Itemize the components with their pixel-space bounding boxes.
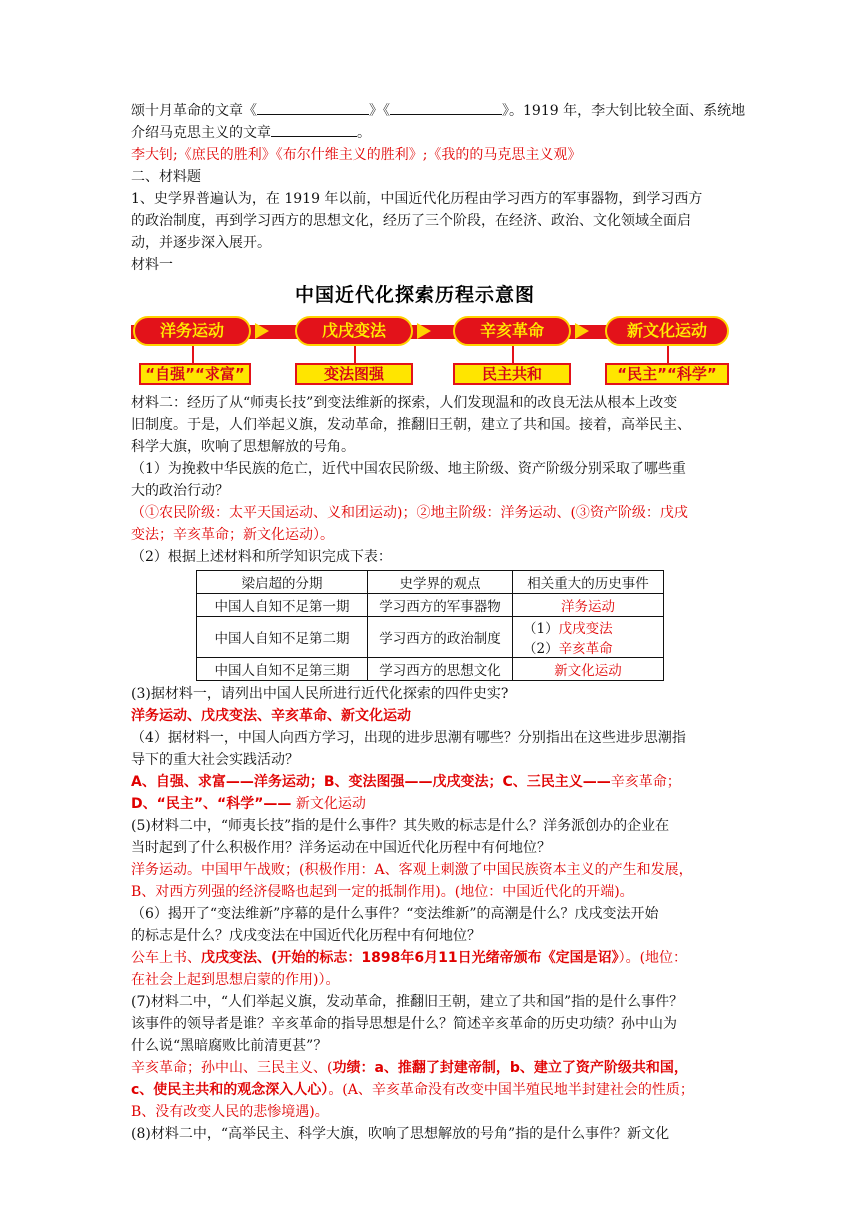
table-header: 梁启超的分期: [197, 571, 368, 594]
text-segment: 颂十月革命的文章《: [131, 103, 257, 119]
answer-line: [131, 793, 731, 815]
diagram-title: 中国近代化探索历程示意图: [294, 284, 535, 306]
table-row: [197, 594, 664, 617]
table-cell: 学习西方的军事器物: [368, 594, 513, 617]
question-line: (8)材料二中，“高举民主、科学大旗，吹响了思想解放的号角”指的是什么事件？新文化: [131, 1126, 670, 1142]
history-diagram: [131, 276, 731, 392]
answer-line: （①农民阶级：太平天国运动、义和团运动)；②地主阶级：洋务运动、(③资产阶级：戊戌: [131, 505, 688, 521]
tag-ziqiang: “自强”“求富”: [139, 363, 251, 385]
text-segment: 新文化运动: [291, 796, 366, 812]
table-cell: 学习西方的思想文化: [368, 658, 513, 681]
connector-stem: [667, 346, 669, 364]
fill-blank: [271, 122, 357, 137]
document-body: [131, 100, 746, 1145]
fill-blank: [257, 100, 369, 115]
table-row: [197, 658, 664, 681]
arrow-right-icon: [255, 323, 269, 339]
text-segment: 介绍马克思主义的文章: [131, 125, 271, 141]
fill-blank: [390, 100, 502, 115]
history-table: [196, 570, 664, 681]
text-segment: c、使民主共和的观念深入人心）: [131, 1082, 329, 1098]
table-header-row: [197, 571, 664, 594]
text-segment: D、“民主”、“科学”——: [131, 796, 292, 812]
text-segment: 。: [357, 125, 371, 141]
table-header: 相关重大的历史事件: [513, 571, 664, 594]
arrow-right-icon: [575, 323, 589, 339]
cell-line: [523, 637, 657, 657]
answer-line: 变法；辛亥革命；新文化运动）。: [131, 527, 334, 543]
question-line: 大的政治行动？: [131, 483, 229, 499]
table-cell: 中国人自知不足第二期: [197, 617, 368, 658]
text-line: [131, 100, 746, 122]
stage-wuxu: 戊戌变法: [295, 316, 413, 346]
event-name: 辛亥革命: [558, 641, 613, 657]
question-line: 动，并逐步深入展开。: [131, 235, 271, 251]
text-segment: 辛亥革命；孙中山、三民主义、(: [131, 1060, 333, 1076]
cell-line: [523, 617, 657, 637]
table-header: 史学界的观点: [368, 571, 513, 594]
text-segment: 公车上书、: [131, 950, 201, 966]
question-line: （2）根据上述材料和所学知识完成下表：: [131, 549, 392, 565]
event-name: 戊戌变法: [558, 621, 613, 637]
table-cell: 洋务运动: [513, 594, 664, 617]
tag-minzhu-kexue: “民主”“科学”: [605, 363, 729, 385]
material-line: 旧制度。于是，人们举起义旗，发动革命，推翻旧王朝，建立了共和国。接着，高举民主、: [131, 417, 691, 433]
material-label: 材料一: [131, 257, 173, 273]
question-line: (7)材料二中，“人们举起义旗，发动革命，推翻旧王朝，建立了共和国”指的是什么事件？: [131, 994, 684, 1010]
answer-line: 洋务运动、戊戌变法、辛亥革命、新文化运动: [131, 708, 411, 724]
question-line: 当时起到了什么积极作用？洋务运动在中国近代化历程中有何地位？: [131, 840, 551, 856]
table-cell: [513, 617, 664, 658]
answer-line: 在社会上起到思想启蒙的作用)）。: [131, 972, 340, 988]
tag-bianfa: 变法图强: [295, 363, 413, 385]
item-number: （1）: [523, 621, 559, 637]
answer-line: 李大钊;《庶民的胜利》《布尔什维主义的胜利》;《我的的马克思主义观》: [131, 147, 582, 163]
connector-stem: [512, 346, 514, 364]
stage-xinwenhua: 新文化运动: [605, 316, 729, 346]
answer-line: 洋务运动。中国甲午战败；(积极作用：A、客观上刺激了中国民族资本主义的产生和发展，: [131, 862, 693, 878]
tag-minzhu-gonghe: 民主共和: [453, 363, 571, 385]
table-cell: 学习西方的政治制度: [368, 617, 513, 658]
table-cell: 中国人自知不足第三期: [197, 658, 368, 681]
text-segment: ）。(地位：: [618, 950, 688, 966]
arrow-right-icon: [417, 323, 431, 339]
text-segment: 功绩：a、推翻了封建帝制，b、建立了资产阶级共和国，: [332, 1060, 688, 1076]
question-line: 什么说“黑暗腐败比前清更甚”？: [131, 1038, 328, 1054]
text-segment: 。(A、辛亥革命没有改变中国半殖民地半封建社会的性质；: [328, 1082, 694, 1098]
text-segment: 辛亥革命；: [610, 774, 681, 790]
question-line: （6）揭开了“变法维新”序幕的是什么事件？“变法维新”的高潮是什么？戊戌变法开始: [131, 906, 659, 922]
question-line: 的政治制度，再到学习西方的思想文化，经历了三个阶段，在经济、政治、文化领域全面启: [131, 213, 691, 229]
connector-stem: [192, 346, 194, 364]
answer-line: [131, 947, 731, 969]
question-line: 该事件的领导者是谁？辛亥革命的指导思想是什么？简述辛亥革命的历史功绩？孙中山为: [131, 1016, 677, 1032]
table-row: [197, 617, 664, 658]
text-line: [131, 122, 731, 144]
stage-yangwu: 洋务运动: [133, 316, 251, 346]
stage-chain: [131, 316, 731, 346]
table-cell: 新文化运动: [513, 658, 664, 681]
answer-line: B、对西方列强的经济侵略也起到一定的抵制作用)。(地位：中国近代化的开端)。: [131, 884, 634, 900]
connector-stem: [354, 346, 356, 364]
answer-line: [131, 1079, 731, 1101]
stage-xinhai: 辛亥革命: [453, 316, 571, 346]
material-line: 材料二：经历了从“师夷长技”到变法维新的探索，人们发现温和的改良无法从根本上改变: [131, 395, 678, 411]
text-segment: 戊戌变法、(开始的标志：1898年6月11日光绪帝颁布《定国是诏》: [201, 950, 619, 966]
table-cell: 中国人自知不足第一期: [197, 594, 368, 617]
answer-line: [131, 1057, 731, 1079]
text-segment: 》《: [369, 103, 390, 119]
question-line: （1）为挽救中华民族的危亡，近代中国农民阶级、地主阶级、资产阶级分别采取了哪些重: [131, 461, 686, 477]
question-line: （4）据材料一，中国人向西方学习，出现的进步思潮有哪些？分别指出在这些进步思潮指: [131, 730, 686, 746]
material-line: 科学大旗，吹响了思想解放的号角。: [131, 439, 355, 455]
answer-line: B、没有改变人民的悲惨境遇)。: [131, 1104, 329, 1120]
item-number: （2）: [523, 641, 559, 657]
question-line: 1、史学界普遍认为，在 1919 年以前，中国近代化历程由学习西方的军事器物，到学习西方: [131, 191, 703, 207]
question-line: (3)据材料一，请列出中国人民所进行近代化探索的四件史实?: [131, 686, 509, 702]
answer-line: [131, 771, 731, 793]
text-segment: 》。1919 年，李大钊比较全面、系统地: [502, 103, 746, 119]
text-segment: A、自强、求富——洋务运动；B、变法图强——戊戌变法；C、三民主义——: [131, 774, 611, 790]
question-line: (5)材料二中，“师夷长技”指的是什么事件？其失败的标志是什么？洋务派创办的企业在: [131, 818, 670, 834]
question-line: 的标志是什么？戊戌变法在中国近代化历程中有何地位？: [131, 928, 481, 944]
section-heading: 二、材料题: [131, 169, 201, 185]
question-line: 导下的重大社会实践活动？: [131, 752, 299, 768]
